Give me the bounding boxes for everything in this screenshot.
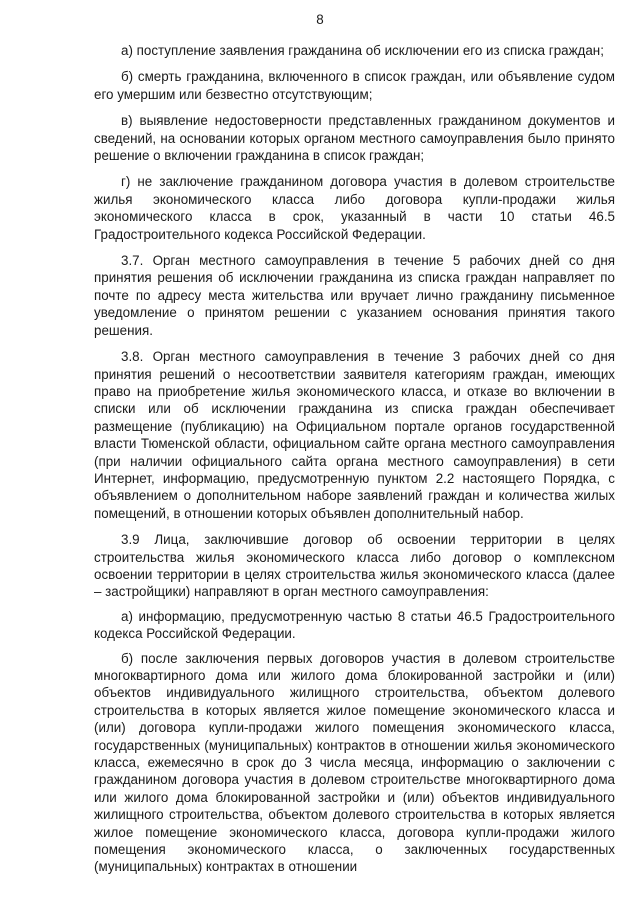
document-body — [94, 42, 615, 885]
paragraph-3-9-b: б) после заключения первых договоров участия в долевом строительстве многоквартирного дома или жилого дома блокированной застройки и (или) объектов индивидуального жилищного строительства, объектом долевого строительства в которых является жилое помещение экономического класса и (или) договора купли-продажи жилого помещения экономического класса, государственных (муниципальных) контрактов в отношении жилья экономического класса, ежемесячно в срок до 3 числа месяца, информацию о заключении с гражданином договора участия в долевом строительстве многоквартирного дома или жилого дома блокированной застройки и (или) объектов индивидуального жилищного строительства, объектом долевого строительства в которых является жилое помещение экономического класса, договора купли-продажи жилого помещения экономического класса, о заключенных государственных (муниципальных) контрактах в отношении — [94, 650, 615, 875]
paragraph-3-9: 3.9 Лица, заключившие договор об освоении территории в целях строительства жилья экономического класса либо договор о комплексном освоении территории в целях строительства жилья экономического класса (далее – застройщики) направляют в орган местного самоуправления: — [94, 532, 615, 600]
paragraph-clause-a: а) поступление заявления гражданина об исключении его из списка граждан; — [121, 43, 604, 58]
paragraph-3-9-a: а) информацию, предусмотренную частью 8 статьи 46.5 Градостроительного кодекса Российской Федерации. — [94, 608, 615, 642]
paragraph-clause-b: б) смерть гражданина, включенного в список граждан, или объявление судом его умершим или безвестно отсутствующим; — [94, 69, 615, 102]
paragraph-3-8: 3.8. Орган местного самоуправления в течение 3 рабочих дней со дня принятия решений о несоответствии заявителя категориям граждан, имеющих право на приобретение жилья экономического класса, и отказе во включении в списки или об исключении гражданина из списка граждан обеспечивает размещение (публикацию) на Официальном портале органов государственной власти Тюменской области, официальном сайте органа местного самоуправления (при наличии официального сайта органа местного самоуправления) в сети Интернет, информацию, предусмотренную пунктом 2.2 настоящего Порядка, с объявлением о дополнительном наборе заявлений граждан и количества жилых помещений, в отношении которых объявлен дополнительный набор. — [94, 349, 615, 521]
paragraph-3-7: 3.7. Орган местного самоуправления в течение 5 рабочих дней со дня принятия решения об исключении гражданина из списка граждан направляет по почте по адресу места жительства или вручает лично гражданину письменное уведомление о принятом решении с указанием основания принятия такого решения. — [94, 253, 615, 338]
paragraph-clause-g: г) не заключение гражданином договора участия в долевом строительстве жилья экономического класса либо договора купли-продажи жилья экономического класса в срок, указанный в части 10 статьи 46.5 Градостроительного кодекса Российской Федерации. — [94, 174, 615, 242]
page-number: 8 — [316, 12, 324, 27]
paragraph-clause-v: в) выявление недостоверности представленных гражданином документов и сведений, на основании которых органом местного самоуправления было принято решение о включении гражданина в список граждан; — [94, 113, 615, 164]
